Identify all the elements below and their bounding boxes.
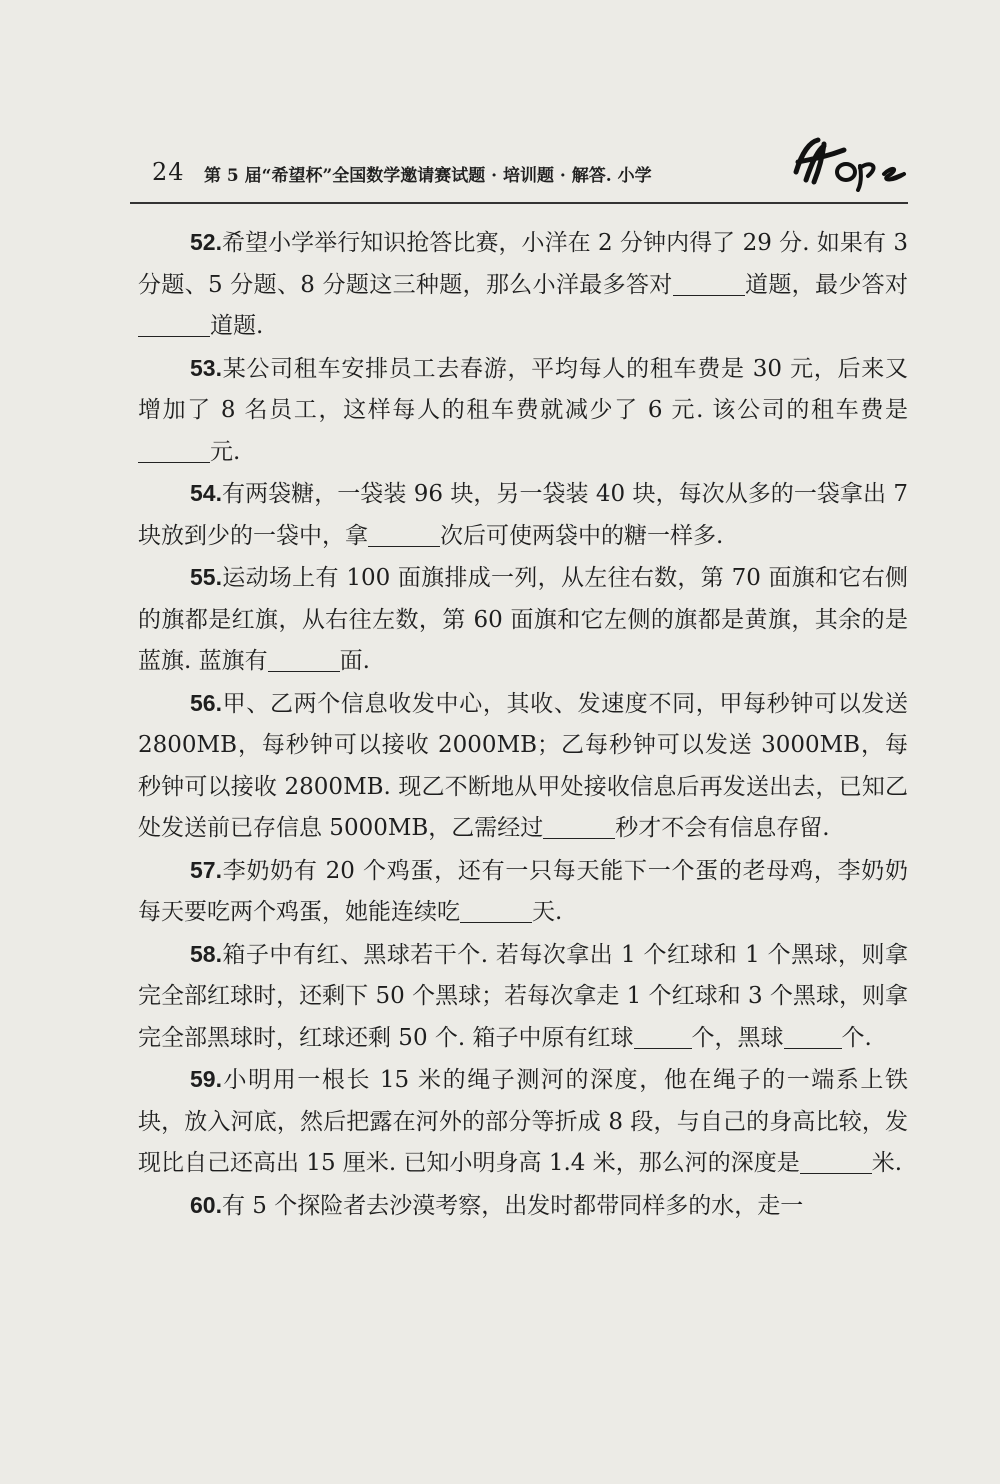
problem-text: 李奶奶有 20 个鸡蛋，还有一只每天能下一个蛋的老母鸡，李奶奶每天要吃两个鸡蛋，她能连续吃 xyxy=(138,857,908,925)
problem-52 xyxy=(138,222,908,348)
hope-logo xyxy=(788,132,908,192)
problem-text: 有两袋糖，一袋装 96 块，另一袋装 40 块，每次从多的一袋拿出 7 块放到少的一袋中，拿 xyxy=(138,481,908,549)
answer-blank xyxy=(673,269,745,296)
page-number: 24 xyxy=(152,158,185,186)
answer-blank xyxy=(268,645,340,672)
problem-60 xyxy=(138,1185,908,1228)
problem-text: 元. xyxy=(210,438,241,465)
problem-text: 箱子中有红、黑球若干个. 若每次拿出 1 个红球和 1 个黑球，则拿完全部红球时，还剩下 50 个黑球；若每次拿走 1 个红球和 3 个黑球，则拿完全部黑球时，红球还剩 50 个. 箱子中原有红球 xyxy=(138,941,908,1051)
problem-text: 次后可使两袋中的糖一样多. xyxy=(440,522,724,549)
problem-text: 有 5 个探险者去沙漠考察，出发时都带同样多的水，走一 xyxy=(221,1192,804,1219)
answer-blank xyxy=(543,812,615,839)
answer-blank xyxy=(460,896,532,923)
problem-number: 57. xyxy=(190,856,222,883)
problem-text: 米. xyxy=(871,1150,903,1176)
problem-54 xyxy=(138,473,908,557)
problem-number: 58. xyxy=(190,940,222,967)
answer-blank xyxy=(784,1022,842,1049)
problem-58 xyxy=(138,934,908,1060)
problem-number: 53. xyxy=(190,354,222,381)
answer-blank xyxy=(368,520,440,547)
answer-blank xyxy=(800,1147,872,1174)
header-rule xyxy=(130,202,908,204)
problem-text: 甲、乙两个信息收发中心，其收、发速度不同，甲每秒钟可以发送 2800MB，每秒钟可以接收 2000MB；乙每秒钟可以发送 3000MB，每秒钟可以接收 2800MB. 现乙不断地从甲处接收信息后再发送出去，已知乙处发送前已存信息 5000MB，乙需经过 xyxy=(138,690,908,841)
problem-number: 56. xyxy=(190,689,222,716)
answer-blank xyxy=(138,436,210,463)
problem-text: 运动场上有 100 面旗排成一列，从左往右数，第 70 面旗和它右侧的旗都是红旗，从右往左数，第 60 面旗和它左侧的旗都是黄旗，其余的是蓝旗. 蓝旗有 xyxy=(138,565,908,674)
answer-blank xyxy=(634,1022,692,1049)
problem-number: 59. xyxy=(190,1066,222,1092)
problem-number: 54. xyxy=(190,480,222,506)
problem-text: 道题，最少答对 xyxy=(744,271,908,298)
problem-text: 秒才不会有信息存留. xyxy=(615,815,830,841)
problem-text: 希望小学举行知识抢答比赛，小洋在 2 分钟内得了 29 分. 如果有 3 分题、5 分题、8 分题这三种题，那么小洋最多答对 xyxy=(138,230,908,298)
problem-55 xyxy=(138,557,908,683)
answer-blank xyxy=(138,310,210,337)
problem-text: 天. xyxy=(532,899,563,925)
logo-text: Hope xyxy=(788,132,791,133)
problem-text: 个，黑球 xyxy=(691,1024,784,1051)
problem-number: 52. xyxy=(190,229,222,255)
problem-list xyxy=(138,222,908,1227)
problem-text: 个. xyxy=(841,1024,872,1051)
problem-text: 道题. xyxy=(210,313,264,339)
problem-number: 55. xyxy=(190,564,222,590)
running-header xyxy=(138,132,908,194)
problem-number: 60. xyxy=(190,1191,222,1218)
problem-text: 小明用一根长 15 米的绳子测河的深度，他在绳子的一端系上铁块，放入河底，然后把露在河外的部分等折成 8 段，与自己的身高比较，发现比自己还高出 15 厘米. 已知小明身高 1.4 米，那么河的深度是 xyxy=(138,1067,908,1176)
problem-56 xyxy=(138,683,908,850)
header-title: 第 5 届“希望杯”全国数学邀请赛试题 · 培训题 · 解答. 小学 xyxy=(204,166,652,186)
problem-57 xyxy=(138,850,908,934)
problem-53 xyxy=(138,348,908,474)
problem-text: 面. xyxy=(339,648,370,674)
problem-59 xyxy=(138,1059,908,1185)
problem-text: 某公司租车安排员工去春游，平均每人的租车费是 30 元，后来又增加了 8 名员工，这样每人的租车费就减少了 6 元. 该公司的租车费是 xyxy=(138,355,908,423)
